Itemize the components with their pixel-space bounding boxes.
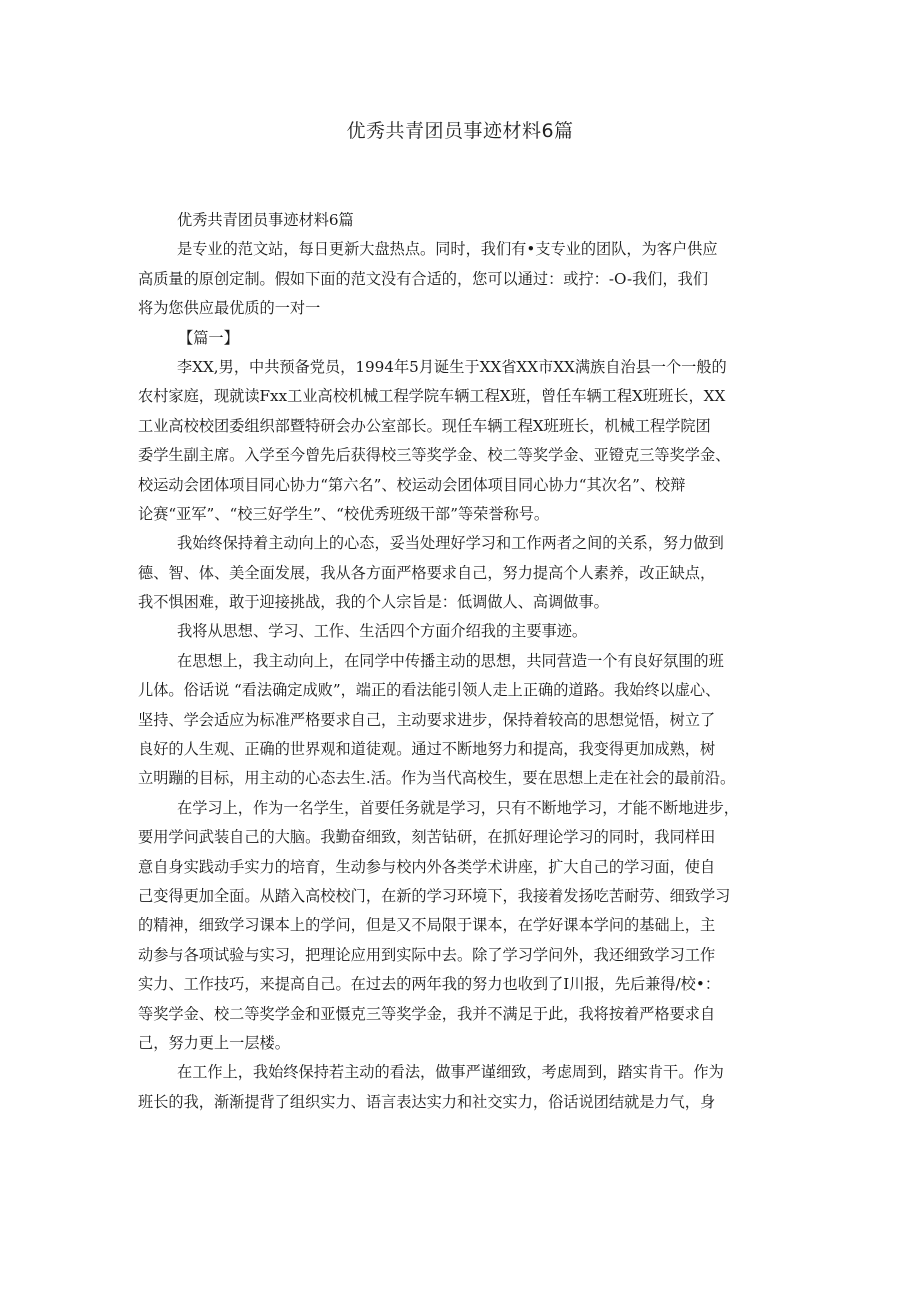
text-line: 意自身实践动手实力的培育，生动参与校内外各类学术讲座，扩大自己的学习面，使自 <box>138 857 716 876</box>
text-line: 要用学问武装自己的大脑。我勤奋细致，刻苦钻研，在抓好理论学习的同时，我同样田 <box>138 828 716 847</box>
text-line: 在思想上，我主动向上，在同学中传播主动的思想，共同营造一个有良好氛围的班 <box>177 651 724 670</box>
text-line: 委学生副主席。入学至今曾先后获得校三等奖学金、校二等奖学金、亚镫克三等奖学金、 <box>138 446 731 465</box>
text-line: 将为您供应最优质的一对一 <box>138 299 321 318</box>
text-line: 论赛“亚军”、“校三好学生”、“校优秀班级干部”等荣誉称号。 <box>138 504 550 523</box>
text-line: 的精神，细致学习课本上的学问，但是又不局限于课本，在学好课本学问的基础上，主 <box>138 916 716 935</box>
text-line: 在学习上，作为一名学生，首要任务就是学习，只有不断地学习，才能不断地进步， <box>177 798 739 817</box>
text-line: 校运动会团体项目同心协力“第六名”、校运动会团体项目同心协力“其次名”、校辩 <box>138 475 686 494</box>
text-line: 德、智、体、美全面发展，我从各方面严格要求自己，努力提高个人素养，改正缺点， <box>138 563 716 582</box>
text-line: 等奖学金、校二等奖学金和亚慑克三等奖学金，我并不满足于此，我将按着严格要求自 <box>138 1004 716 1023</box>
text-line: 立明蹦的目标，用主动的心态去生.活。作为当代高校生，要在思想上走在社会的最前沿。 <box>138 769 736 788</box>
text-line: 动参与各项试验与实习，把理论应用到实际中去。除了学习学问外，我还细致学习工作 <box>138 945 716 964</box>
text-line: 高质量的原创定制。假如下面的范文没有合适的，您可以通过：或拧：-O-我们，我们 <box>138 269 709 288</box>
text-line: 班长的我，渐渐提背了组织实力、语言表达实力和社交实力，俗话说团结就是力气，身 <box>138 1092 716 1111</box>
text-line: 良好的人生观、正确的世界观和道徒观。通过不断地努力和提高，我变得更加成熟，树 <box>138 740 716 759</box>
text-line: 在工作上，我始终保持若主动的看法，做事严谨细致，考虑周到，踏实肯干。作为 <box>177 1063 724 1082</box>
document-body <box>138 206 783 1117</box>
text-line: 我不惧困难，敢于迎接挑战，我的个人宗旨是：低调做人、高调做事。 <box>138 593 609 612</box>
text-line: 坚持、学会适应为标准严格要求自己，主动要求进步，保持着较高的思想觉悟，树立了 <box>138 710 716 729</box>
text-line: 己，努力更上一层楼。 <box>138 1033 290 1052</box>
text-line: 工业高校校团委组织部暨特研会办公室部长。现任车辆工程X班班长，机械工程学院团 <box>138 416 711 435</box>
text-line: 我始终保持着主动向上的心态，妥当处理好学习和工作两者之间的关系，努力做到 <box>177 534 724 553</box>
text-line: 优秀共青团员事迹材料6篇 <box>177 211 354 229</box>
text-line: 儿体。俗话说 “看法确定成败”，端正的看法能引领人走上正确的道路。我始终以虚心、 <box>138 681 721 700</box>
text-line: 农村家庭，现就读Fxx工业高校机械工程学院车辆工程X班，曾任车辆工程X班班长，XX <box>138 387 726 406</box>
text-line: 实力、工作技巧，来提高自己。在过去的两年我的努力也收到了I川报，先后兼得/校•： <box>138 975 721 994</box>
text-line: 己变得更加全面。从踏入高校校门，在新的学习环境下，我接着发扬吃苦耐劳、细致学习 <box>138 886 731 905</box>
document-title: 优秀共青团员事迹材料6篇 <box>346 120 574 142</box>
section-heading: 【篇一】 <box>178 328 239 347</box>
text-line: 是专业的范文站，每日更新大盘热点。同时，我们有•支专业的团队，为客户供应 <box>177 240 718 259</box>
text-line: 我将从思想、学习、工作、生活四个方面介绍我的主要事迹。 <box>177 622 588 641</box>
text-line: 李XX,男，中共预备党员，1994年5月诞生于XX省XX市XX满族自治县一个一般的 <box>177 357 727 376</box>
